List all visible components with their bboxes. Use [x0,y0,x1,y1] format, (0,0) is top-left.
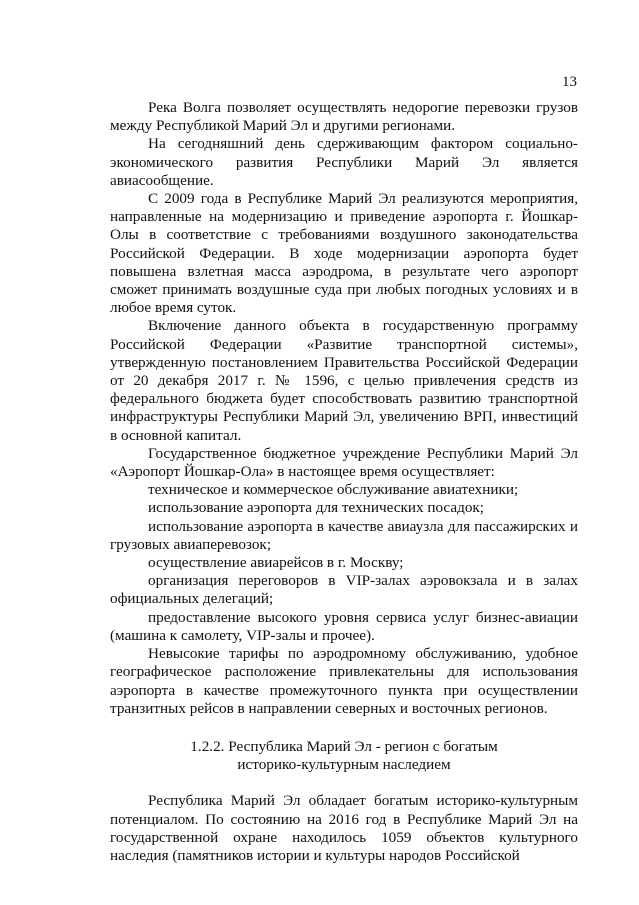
paragraph-airport-institution: Государственное бюджетное учреждение Республики Марий Эл «Аэропорт Йошкар-Ола» в настоящее время осуществляет: [110,444,578,481]
paragraph-state-program: Включение данного объекта в государственную программу Российской Федерации «Развитие транспортной системы», утвержденную постановлением Правительства Российской Федерации от 20 декабря 2017 г. № 1596, с целью привлечения средств из федерального бюджета будет способствовать развитию транспортной инфраструктуры Республики Марий Эл, увеличению ВРП, инвестиций в основной капитал. [110,317,578,444]
list-item: использование аэропорта для технических посадок; [148,499,485,517]
paragraph-volga: Река Волга позволяет осуществлять недорогие перевозки грузов между Республикой Марий Эл и другими регионами. [110,99,578,135]
list-item: использование аэропорта в качестве авиаузла для пассажирских и грузовых авиаперевозок; [110,517,578,553]
list-item: организация переговоров в VIP-залах аэровокзала и в залах официальных делегаций; [110,572,578,608]
paragraph-air-transport: На сегодняшний день сдерживающим фактором социально-экономического развития Республики Марий Эл является авиасообщение. [110,135,578,189]
list-item: осуществление авиарейсов в г. Москву; [148,554,404,572]
document-body [110,99,578,865]
paragraph-airport-modernization: С 2009 года в Республике Марий Эл реализуются мероприятия, направленные на модернизацию и приведение аэропорта г. Йошкар-Олы в соответствие с требованиями воздушного законодательства Российской Федерации. В ходе модернизации аэропорта будет повышена взлетная масса аэродрома, в результате чего аэропорт сможет принимать воздушные суда при любых погодных условиях и в любое время суток. [110,190,578,317]
section-heading-line1: 1.2.2. Республика Марий Эл - регион с богатым [190,737,498,755]
section-heading [110,738,578,774]
paragraph-tariffs: Невысокие тарифы по аэродромному обслуживанию, удобное географическое расположение привлекательны для использования аэропорта в качестве промежуточного пункта при осуществлении транзитных рейсов в направлении северных и восточных регионов. [110,645,578,717]
section-heading-line2: историко-культурным наследием [237,756,451,774]
list-item: техническое и коммерческое обслуживание авиатехники; [148,481,519,499]
page-number: 13 [562,74,577,90]
list-item: предоставление высокого уровня сервиса услуг бизнес-авиации (машина к самолету, VIP-залы и прочее). [110,608,578,644]
paragraph-cultural-heritage: Республика Марий Эл обладает богатым историко-культурным потенциалом. По состоянию на 2016 год в Республике Марий Эл на государственной охране находилось 1059 объектов культурного наследия (памятников истории и культуры народов Российской [110,792,578,864]
